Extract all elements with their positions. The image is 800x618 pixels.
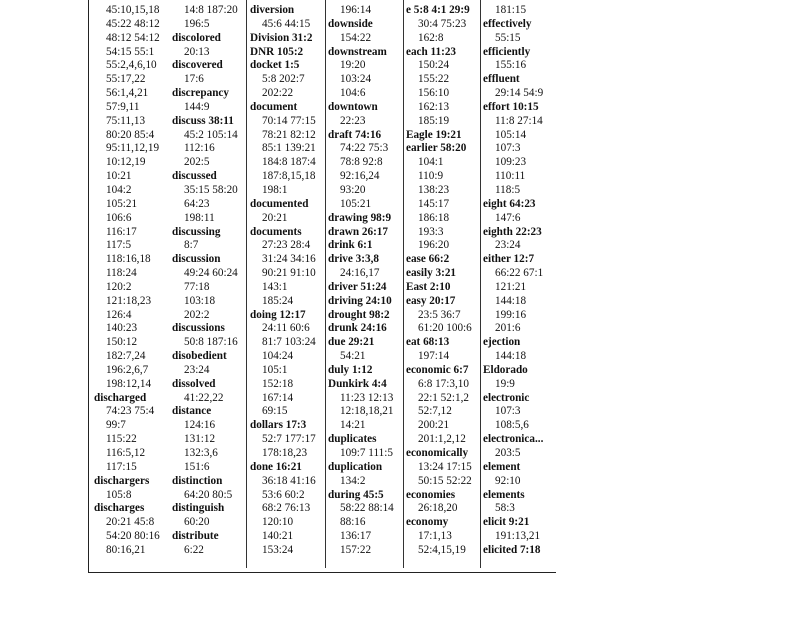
index-reference: 105:21 bbox=[340, 197, 372, 210]
index-term: element bbox=[483, 460, 521, 473]
index-reference: 55:2,4,6,10 bbox=[106, 59, 157, 72]
index-reference: 138:23 bbox=[418, 183, 450, 196]
index-reference: 184:8 187:4 bbox=[262, 156, 316, 169]
index-reference: 116:5,12 bbox=[106, 447, 146, 459]
index-reference: 108:5,6 bbox=[495, 419, 529, 432]
index-term: discovered bbox=[172, 59, 223, 72]
index-term: downside bbox=[328, 17, 373, 30]
index-term: document bbox=[250, 100, 298, 113]
index-reference: 54:20 80:16 bbox=[106, 530, 160, 543]
index-reference: 54:21 bbox=[340, 350, 366, 363]
index-reference: 23:24 bbox=[184, 363, 210, 376]
column-separator bbox=[480, 0, 481, 568]
index-column bbox=[94, 4, 160, 558]
index-reference: 45:22 48:12 bbox=[106, 17, 160, 30]
index-reference: 186:18 bbox=[418, 211, 450, 224]
index-term: dischargers bbox=[94, 474, 150, 487]
index-term: duplication bbox=[328, 460, 383, 473]
index-term: driving 24:10 bbox=[328, 294, 392, 307]
index-reference: 52:7 177:17 bbox=[262, 433, 316, 446]
index-term: documented bbox=[250, 197, 309, 210]
index-term: elements bbox=[483, 488, 525, 501]
index-reference: 19:20 bbox=[340, 59, 366, 72]
index-reference: 11:23 12:13 bbox=[340, 391, 394, 404]
index-reference: 45:6 44:15 bbox=[262, 17, 311, 30]
index-reference: 196:5 bbox=[184, 17, 210, 30]
index-column bbox=[483, 4, 543, 558]
index-term: eighth 22:23 bbox=[483, 225, 542, 238]
index-term: distinguish bbox=[172, 502, 225, 515]
index-reference: 155:22 bbox=[418, 73, 450, 86]
index-reference: 19:9 bbox=[495, 377, 515, 390]
index-term: eight 64:23 bbox=[483, 197, 536, 210]
index-reference: 140:23 bbox=[106, 322, 138, 335]
index-reference: 116:17 bbox=[106, 225, 137, 238]
index-reference: 64:23 bbox=[184, 197, 210, 210]
index-reference: 80:16,21 bbox=[106, 543, 146, 556]
index-reference: 35:15 58:20 bbox=[184, 183, 238, 196]
index-reference: 131:12 bbox=[184, 433, 216, 446]
index-term: distribute bbox=[172, 530, 219, 543]
index-reference: 58:3 bbox=[495, 502, 515, 515]
index-term: elicit 9:21 bbox=[483, 516, 530, 529]
index-reference: 90:21 91:10 bbox=[262, 267, 316, 280]
index-reference: 36:18 41:16 bbox=[262, 474, 316, 487]
index-reference: 117:15 bbox=[106, 460, 137, 473]
index-term: drawing 98:9 bbox=[328, 211, 392, 224]
index-term: due 29:21 bbox=[328, 336, 375, 349]
index-reference: 50:8 187:16 bbox=[184, 336, 238, 349]
index-term: discussed bbox=[172, 170, 217, 183]
index-term: draft 74:16 bbox=[328, 128, 382, 141]
index-reference: 57:9,11 bbox=[106, 100, 140, 113]
index-reference: 53:6 60:2 bbox=[262, 488, 305, 501]
index-reference: 156:10 bbox=[418, 87, 450, 100]
index-reference: 144:9 bbox=[184, 100, 210, 113]
index-reference: 61:20 100:6 bbox=[418, 322, 472, 335]
column-separator bbox=[246, 0, 247, 568]
index-term: doing 12:17 bbox=[250, 308, 306, 321]
index-reference: 10:12,19 bbox=[106, 156, 146, 169]
index-reference: 20:21 45:8 bbox=[106, 516, 155, 529]
index-term: discuss 38:11 bbox=[172, 114, 234, 127]
index-reference: 107:3 bbox=[495, 405, 521, 418]
index-reference: 193:3 bbox=[418, 225, 444, 238]
index-reference: 99:7 bbox=[106, 419, 126, 432]
index-reference: 104:2 bbox=[106, 183, 132, 196]
index-reference: 20:21 bbox=[262, 211, 288, 224]
index-reference: 150:24 bbox=[418, 59, 450, 72]
index-reference: 60:20 bbox=[184, 516, 210, 529]
index-reference: 52:4,15,19 bbox=[418, 543, 466, 556]
index-reference: 41:22,22 bbox=[184, 391, 224, 404]
index-term: effectively bbox=[483, 17, 532, 30]
index-reference: 17:1,13 bbox=[418, 530, 452, 543]
index-reference: 78:8 92:8 bbox=[340, 156, 383, 169]
index-reference: 77:18 bbox=[184, 280, 210, 293]
index-reference: 27:23 28:4 bbox=[262, 239, 311, 252]
index-reference: 109:23 bbox=[495, 156, 527, 169]
index-reference: 196:20 bbox=[418, 239, 450, 252]
index-reference: 55:15 bbox=[495, 31, 521, 44]
index-reference: 178:18,23 bbox=[262, 447, 308, 459]
index-term: East 2:10 bbox=[406, 280, 451, 293]
index-term: discharged bbox=[94, 391, 147, 404]
index-reference: 22:1 52:1,2 bbox=[418, 391, 469, 404]
index-reference: 11:8 27:14 bbox=[495, 114, 543, 127]
index-reference: 80:20 85:4 bbox=[106, 128, 155, 141]
index-reference: 12:18,18,21 bbox=[340, 405, 394, 418]
index-term: either 12:7 bbox=[483, 253, 535, 266]
index-reference: 201:1,2,12 bbox=[418, 433, 466, 446]
index-term: electronica... bbox=[483, 433, 544, 446]
index-term: easily 3:21 bbox=[406, 267, 457, 280]
index-term: effort 10:15 bbox=[483, 100, 539, 113]
index-reference: 115:22 bbox=[106, 433, 137, 446]
index-reference: 124:16 bbox=[184, 419, 216, 432]
index-reference: 202:22 bbox=[262, 87, 294, 100]
index-term: disobedient bbox=[172, 350, 227, 363]
index-term: effluent bbox=[483, 73, 520, 86]
index-reference: 202:5 bbox=[184, 156, 210, 169]
index-reference: 145:17 bbox=[418, 197, 450, 210]
index-reference: 13:24 17:15 bbox=[418, 460, 472, 473]
index-reference: 6:22 bbox=[184, 543, 204, 556]
index-term: downstream bbox=[328, 45, 387, 58]
index-column bbox=[172, 4, 238, 558]
index-reference: 107:3 bbox=[495, 142, 521, 155]
index-term: eat 68:13 bbox=[406, 336, 450, 349]
index-reference: 143:1 bbox=[262, 280, 288, 293]
index-reference: 22:23 bbox=[340, 114, 366, 127]
index-reference: 126:4 bbox=[106, 308, 132, 321]
index-term: economic 6:7 bbox=[406, 363, 469, 376]
index-reference: 81:7 103:24 bbox=[262, 336, 316, 349]
index-term: Division 31:2 bbox=[250, 31, 313, 44]
index-reference: 185:24 bbox=[262, 294, 294, 307]
index-term: discharges bbox=[94, 502, 145, 515]
index-reference: 203:5 bbox=[495, 447, 521, 459]
index-reference: 68:2 76:13 bbox=[262, 502, 311, 515]
index-reference: 198:1 bbox=[262, 183, 288, 196]
index-term: done 16:21 bbox=[250, 460, 302, 473]
index-reference: 120:10 bbox=[262, 516, 294, 529]
column-separator bbox=[325, 0, 326, 568]
index-reference: 140:21 bbox=[262, 530, 294, 543]
index-term: Dunkirk 4:4 bbox=[328, 377, 387, 390]
index-term: distance bbox=[172, 405, 212, 418]
index-reference: 5:8 202:7 bbox=[262, 73, 305, 86]
index-reference: 121:18,23 bbox=[106, 294, 152, 307]
index-reference: 20:13 bbox=[184, 45, 210, 58]
index-term: Eldorado bbox=[483, 363, 528, 376]
index-reference: 109:7 111:5 bbox=[340, 447, 393, 459]
index-reference: 121:21 bbox=[495, 280, 527, 293]
index-reference: 24:16,17 bbox=[340, 267, 380, 280]
index-term: DNR 105:2 bbox=[250, 45, 304, 58]
index-reference: 157:22 bbox=[340, 543, 372, 556]
index-reference: 105:21 bbox=[106, 197, 138, 210]
index-term: elicited 7:18 bbox=[483, 543, 541, 556]
index-reference: 8:7 bbox=[184, 239, 199, 252]
index-page bbox=[86, 0, 556, 575]
index-term: discussion bbox=[172, 253, 221, 266]
index-reference: 117:5 bbox=[106, 239, 132, 252]
index-reference: 48:12 54:12 bbox=[106, 31, 160, 44]
index-reference: 30:4 75:23 bbox=[418, 17, 467, 30]
index-reference: 182:7,24 bbox=[106, 350, 146, 363]
index-term: ejection bbox=[483, 336, 521, 349]
index-reference: 103:24 bbox=[340, 73, 372, 86]
index-reference: 103:18 bbox=[184, 294, 216, 307]
index-term: drink 6:1 bbox=[328, 239, 373, 252]
index-term: economically bbox=[406, 447, 469, 459]
index-reference: 162:8 bbox=[418, 31, 444, 44]
index-term: diversion bbox=[250, 4, 295, 16]
index-reference: 23:24 bbox=[495, 239, 521, 252]
index-reference: 196:2,6,7 bbox=[106, 363, 149, 376]
index-reference: 120:2 bbox=[106, 280, 132, 293]
index-reference: 70:14 77:15 bbox=[262, 114, 316, 127]
index-reference: 118:5 bbox=[495, 183, 521, 196]
index-reference: 93:20 bbox=[340, 183, 366, 196]
index-reference: 191:13,21 bbox=[495, 530, 541, 543]
index-term: distinction bbox=[172, 474, 223, 487]
index-term: driver 51:24 bbox=[328, 280, 387, 293]
index-reference: 104:1 bbox=[418, 156, 444, 169]
index-reference: 200:21 bbox=[418, 419, 450, 432]
index-reference: 198:12,14 bbox=[106, 377, 152, 390]
index-reference: 197:14 bbox=[418, 350, 450, 363]
index-reference: 45:10,15,18 bbox=[106, 4, 160, 16]
index-reference: 105:8 bbox=[106, 488, 132, 501]
page-bottom-rule bbox=[88, 572, 556, 573]
index-reference: 134:2 bbox=[340, 474, 366, 487]
index-term: discolored bbox=[172, 31, 221, 44]
index-reference: 151:6 bbox=[184, 460, 210, 473]
index-reference: 118:16,18 bbox=[106, 253, 151, 266]
index-reference: 144:18 bbox=[495, 350, 527, 363]
index-reference: 196:14 bbox=[340, 4, 372, 16]
index-reference: 147:6 bbox=[495, 211, 521, 224]
index-reference: 198:11 bbox=[184, 211, 215, 224]
index-reference: 49:24 60:24 bbox=[184, 267, 238, 280]
index-reference: 26:18,20 bbox=[418, 502, 458, 515]
index-reference: 66:22 67:1 bbox=[495, 267, 544, 280]
index-term: documents bbox=[250, 225, 302, 238]
index-reference: 45:2 105:14 bbox=[184, 128, 238, 141]
index-reference: 75:11,13 bbox=[106, 114, 146, 127]
index-reference: 50:15 52:22 bbox=[418, 474, 472, 487]
index-reference: 17:6 bbox=[184, 73, 204, 86]
index-reference: 155:16 bbox=[495, 59, 527, 72]
index-term: during 45:5 bbox=[328, 488, 384, 501]
index-term: downtown bbox=[328, 100, 378, 113]
index-reference: 152:18 bbox=[262, 377, 294, 390]
index-reference: 105:14 bbox=[495, 128, 527, 141]
index-term: dollars 17:3 bbox=[250, 419, 307, 432]
index-reference: 31:24 34:16 bbox=[262, 253, 316, 266]
index-term: drive 3:3,8 bbox=[328, 253, 379, 266]
index-reference: 201:6 bbox=[495, 322, 521, 335]
index-term: electronic bbox=[483, 391, 530, 404]
index-term: drawn 26:17 bbox=[328, 225, 388, 238]
index-term: Eagle 19:21 bbox=[406, 128, 462, 141]
index-reference: 56:1,4,21 bbox=[106, 87, 149, 100]
index-term: duplicates bbox=[328, 433, 377, 446]
index-reference: 14:8 187:20 bbox=[184, 4, 238, 16]
index-term: drought 98:2 bbox=[328, 308, 390, 321]
index-reference: 112:16 bbox=[184, 142, 215, 155]
index-reference: 104:24 bbox=[262, 350, 294, 363]
index-reference: 74:22 75:3 bbox=[340, 142, 389, 155]
index-column bbox=[328, 4, 394, 558]
index-term: ease 66:2 bbox=[406, 253, 450, 266]
index-reference: 162:13 bbox=[418, 100, 450, 113]
index-term: discussions bbox=[172, 322, 225, 335]
index-reference: 185:19 bbox=[418, 114, 450, 127]
column-separator bbox=[403, 0, 404, 568]
index-reference: 14:21 bbox=[340, 419, 366, 432]
index-column bbox=[250, 4, 316, 558]
index-term: discussing bbox=[172, 225, 221, 238]
index-term: efficiently bbox=[483, 45, 531, 58]
index-reference: 118:24 bbox=[106, 267, 137, 280]
index-reference: 110:11 bbox=[495, 170, 526, 183]
index-reference: 181:15 bbox=[495, 4, 527, 16]
index-term: docket 1:5 bbox=[250, 59, 300, 72]
index-reference: 92:16,24 bbox=[340, 170, 380, 183]
index-reference: 85:1 139:21 bbox=[262, 142, 316, 155]
index-term: dissolved bbox=[172, 377, 216, 390]
index-reference: 54:15 55:1 bbox=[106, 45, 155, 58]
index-reference: 52:7,12 bbox=[418, 405, 452, 418]
index-reference: 6:8 17:3,10 bbox=[418, 377, 469, 390]
index-reference: 55:17,22 bbox=[106, 73, 146, 86]
index-reference: 199:16 bbox=[495, 308, 527, 321]
index-reference: 187:8,15,18 bbox=[262, 170, 316, 183]
index-reference: 92:10 bbox=[495, 474, 521, 487]
index-reference: 104:6 bbox=[340, 87, 366, 100]
index-reference: 167:14 bbox=[262, 391, 294, 404]
index-reference: 144:18 bbox=[495, 294, 527, 307]
page-left-rule bbox=[88, 0, 89, 573]
index-reference: 136:17 bbox=[340, 530, 372, 543]
index-term: e 5:8 4:1 29:9 bbox=[406, 4, 470, 16]
index-reference: 202:2 bbox=[184, 308, 210, 321]
index-reference: 64:20 80:5 bbox=[184, 488, 233, 501]
index-reference: 153:24 bbox=[262, 543, 294, 556]
index-reference: 78:21 82:12 bbox=[262, 128, 316, 141]
index-reference: 154:22 bbox=[340, 31, 372, 44]
index-reference: 10:21 bbox=[106, 170, 132, 183]
index-reference: 24:11 60:6 bbox=[262, 322, 310, 335]
index-reference: 106:6 bbox=[106, 211, 132, 224]
index-term: economies bbox=[406, 488, 456, 501]
index-reference: 23:5 36:7 bbox=[418, 308, 461, 321]
index-reference: 74:23 75:4 bbox=[106, 405, 155, 418]
index-reference: 150:12 bbox=[106, 336, 138, 349]
index-reference: 69:15 bbox=[262, 405, 288, 418]
index-reference: 88:16 bbox=[340, 516, 366, 529]
index-column bbox=[406, 4, 472, 558]
index-term: each 11:23 bbox=[406, 45, 457, 58]
index-term: economy bbox=[406, 516, 449, 529]
index-term: easy 20:17 bbox=[406, 294, 456, 307]
index-term: discrepancy bbox=[172, 87, 229, 100]
index-reference: 29:14 54:9 bbox=[495, 87, 544, 100]
index-reference: 58:22 88:14 bbox=[340, 502, 394, 515]
index-reference: 105:1 bbox=[262, 363, 288, 376]
index-reference: 95:11,12,19 bbox=[106, 142, 160, 155]
index-reference: 132:3,6 bbox=[184, 447, 218, 459]
index-reference: 110:9 bbox=[418, 170, 444, 183]
index-term: earlier 58:20 bbox=[406, 142, 467, 155]
index-term: drunk 24:16 bbox=[328, 322, 387, 335]
index-term: duly 1:12 bbox=[328, 363, 373, 376]
